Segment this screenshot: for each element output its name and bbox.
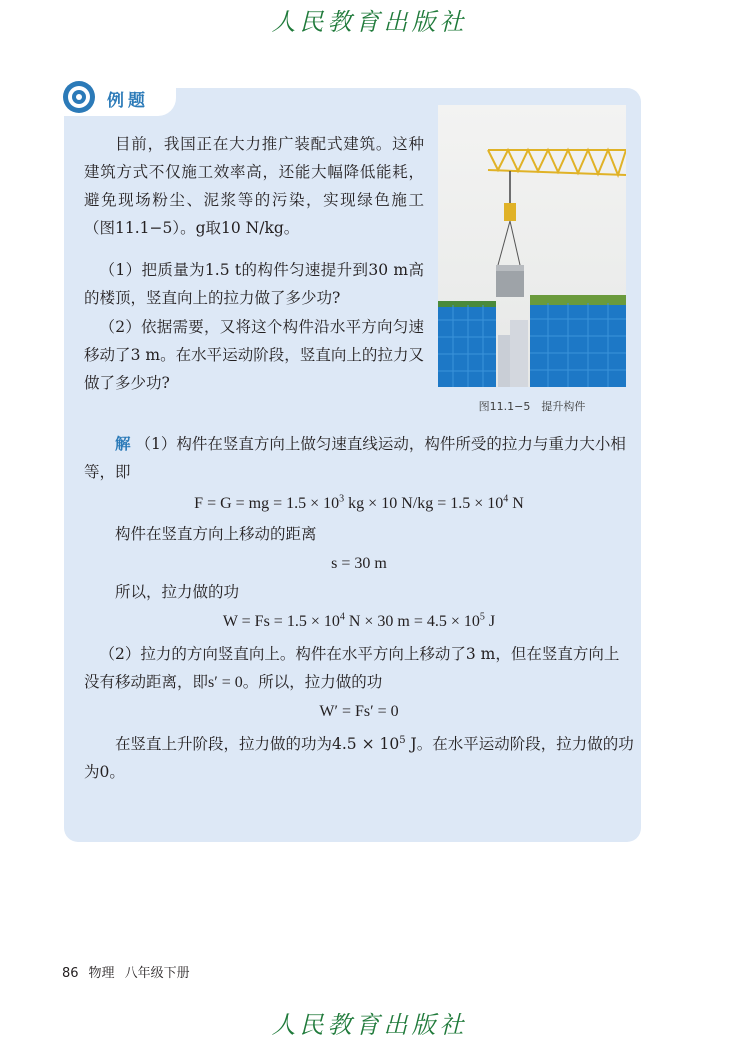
- question-intro: 目前，我国正在大力推广装配式建筑。这种建筑方式不仅施工效率高，还能大幅降低能耗，避免现场粉尘、泥浆等的污染，实现绿色施工（图11.1−5）。g取10 N/kg。: [84, 135, 424, 237]
- example-title: 例题: [107, 91, 149, 111]
- page-footer: [62, 962, 200, 981]
- figure-caption: 图11.1−5 提升构件: [478, 400, 586, 413]
- solution-line-3: 所以，拉力做的功: [115, 583, 240, 601]
- question-part-2: （2）依据需要，又将这个构件沿水平方向匀速移动了3 m。在水平运动阶段，竖直向上的拉力又做了多少功?: [84, 318, 424, 392]
- target-icon: [62, 80, 96, 114]
- solution-line-4: （2）拉力的方向竖直向上。构件在水平方向上移动了3 m，但在竖直方向上没有移动距离，即s′ = 0。所以，拉力做的功: [84, 645, 620, 691]
- solution-line-2: 构件在竖直方向上移动的距离: [115, 525, 317, 543]
- publisher-logo-top: 人民教育出版社: [271, 8, 468, 36]
- equation-work: $W = Fs = 1.5 \times 10^4$ N × 30 $m = 4.5 \times 10^5$ J: [222, 611, 496, 630]
- question-part-1: （1）把质量为1.5 t的构件匀速提升到30 m高的楼顶，竖直向上的拉力做了多少功?: [84, 261, 424, 307]
- equation-work-horizontal: W′ = Fs′ = 0: [319, 703, 399, 720]
- subject: 物理: [88, 966, 115, 981]
- equation-distance: s = 30 m: [331, 555, 387, 572]
- solution-label: 解: [115, 434, 131, 453]
- crane-illustration: [438, 105, 626, 387]
- solution-conclusion: 在竖直上升阶段，拉力做的功为$4.5 \times 10^5$ J。在水平运动阶段，拉力做的功为0。: [84, 734, 634, 781]
- publisher-logo-bottom: 人民教育出版社: [271, 1011, 468, 1039]
- solution-text-1: （1）构件在竖直方向上做匀速直线运动，构件所受的拉力与重力大小相等，即: [84, 435, 626, 481]
- volume: 八年级下册: [124, 966, 190, 981]
- crane-photo: [438, 105, 626, 387]
- page-number: 86: [62, 966, 79, 981]
- solution-line-1: [84, 430, 634, 486]
- equation-force: F = G = mg = $1.5 \times 10^3$ kg × 10 $N/kg = 1.5 \times 10^4$ N: [194, 493, 524, 512]
